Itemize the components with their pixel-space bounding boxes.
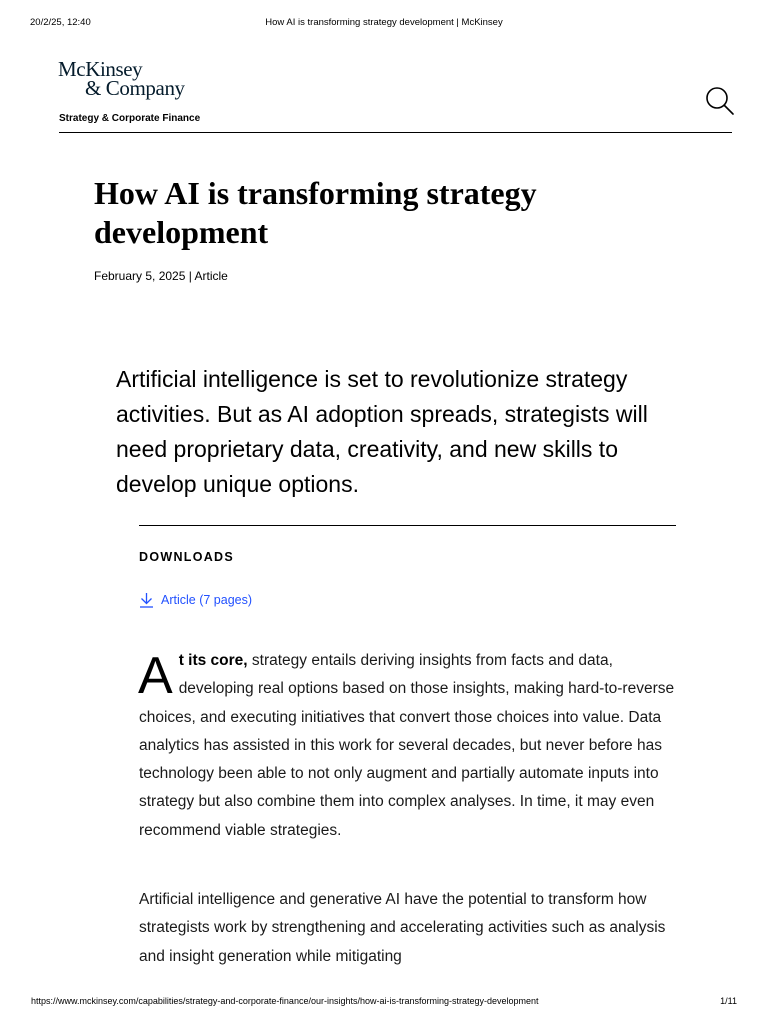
print-url: https://www.mckinsey.com/capabilities/strategy-and-corporate-finance/our-insights/how-ai-is-transforming-strategy-development: [31, 996, 539, 1006]
download-article-link[interactable]: [139, 591, 252, 609]
print-page-number: 1/11: [720, 996, 737, 1006]
logo-line-1: McKinsey: [58, 57, 143, 81]
logo-line-2: & Company: [85, 76, 185, 100]
section-label[interactable]: Strategy & Corporate Finance: [59, 113, 201, 124]
print-footer: [0, 994, 768, 1008]
article-meta: [94, 268, 228, 284]
paragraph-1-text: strategy entails deriving insights from facts and data, developing real options based on those insights, making hard-to-reverse choices, and executing initiatives that convert those choices into value. Data analytics has assisted in this work for several decades, but never before has technology been able to not only augment and partially automate inputs into strategy but also combine them into complex analyses. In time, it may even recommend viable strategies.: [139, 652, 675, 839]
downloads-divider: [139, 525, 676, 526]
article-intro: Artificial intelligence is set to revolutionize strategy activities. But as AI adoption spreads, strategists will need proprietary data, creativity, and new skills to develop unique options.: [116, 366, 648, 497]
print-datetime: 20/2/25, 12:40: [30, 17, 91, 28]
print-page-title: How AI is transforming strategy development | McKinsey: [265, 17, 503, 28]
search-button[interactable]: [703, 85, 735, 117]
drop-cap: A: [138, 647, 173, 705]
body-paragraph-2: Artificial intelligence and generative AI have the potential to transform how strategists work by strengthening and accelerating activities such as analysis and insight generation while mitigating: [139, 891, 666, 965]
print-header: [0, 16, 768, 30]
body-paragraph-1: [139, 647, 684, 845]
header-divider: [59, 132, 732, 133]
download-link-label: Article (7 pages): [161, 593, 253, 607]
lead-in: t its core,: [178, 652, 248, 669]
article-date: February 5, 2025: [94, 269, 186, 283]
downloads-heading: DOWNLOADS: [139, 550, 235, 564]
meta-separator: |: [185, 269, 195, 283]
download-icon: [139, 592, 154, 608]
article-title: How AI is transforming strategy development: [94, 175, 537, 250]
article-type: Article: [194, 269, 228, 283]
search-icon: [703, 85, 735, 117]
mckinsey-logo[interactable]: [58, 57, 185, 100]
